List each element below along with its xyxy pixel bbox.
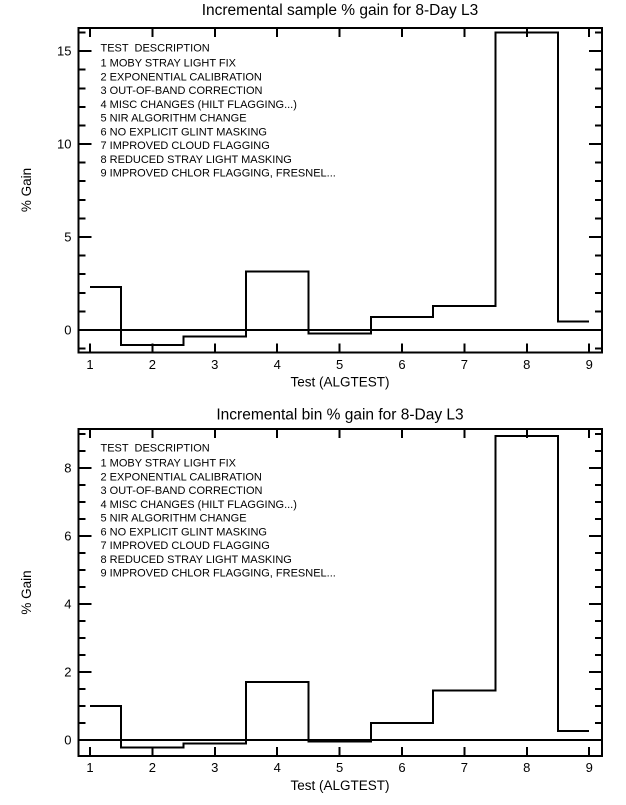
x-tick-label: 7 (460, 760, 469, 775)
x-tick-label: 2 (148, 357, 157, 372)
legend-item: 2 EXPONENTIAL CALIBRATION (100, 71, 262, 84)
sample-gain-chart (0, 0, 626, 400)
x-axis-title: Test (ALGTEST) (290, 778, 390, 793)
x-tick-label: 5 (335, 760, 344, 775)
x-tick-label: 3 (211, 357, 219, 372)
legend-item: 4 MISC CHANGES (HILT FLAGGING...) (100, 98, 297, 111)
legend-item: 8 REDUCED STRAY LIGHT MASKING (100, 153, 292, 166)
y-tick-label: 0 (64, 732, 72, 748)
legend-item: 9 IMPROVED CHLOR FLAGGING, FRESNEL... (100, 167, 336, 180)
x-tick-label: 3 (211, 760, 219, 775)
legend-item: 5 NIR ALGORITHM CHANGE (100, 112, 247, 125)
x-tick-label: 1 (86, 357, 94, 372)
bin-gain-chart (0, 400, 626, 805)
y-tick-label: 5 (64, 229, 72, 245)
x-tick-label: 9 (585, 357, 593, 372)
legend-header: TEST DESCRIPTION (100, 442, 210, 455)
y-axis-title: % Gain (19, 570, 34, 615)
x-tick-label: 9 (585, 760, 593, 775)
y-tick-label: 6 (64, 528, 72, 544)
y-tick-label: 0 (64, 322, 72, 338)
x-tick-label: 6 (398, 760, 406, 775)
legend-item: 9 IMPROVED CHLOR FLAGGING, FRESNEL... (100, 567, 336, 580)
legend-item: 1 MOBY STRAY LIGHT FIX (100, 457, 237, 470)
legend-item: 7 IMPROVED CLOUD FLAGGING (100, 540, 270, 552)
legend-item: 8 REDUCED STRAY LIGHT MASKING (100, 553, 292, 566)
legend-item: 6 NO EXPLICIT GLINT MASKING (100, 526, 267, 539)
chart-title: Incremental bin % gain for 8-Day L3 (216, 406, 464, 424)
x-tick-label: 6 (398, 357, 406, 372)
y-tick-label: 2 (64, 664, 72, 680)
legend-header: TEST DESCRIPTION (100, 42, 210, 55)
legend-item: 4 MISC CHANGES (HILT FLAGGING...) (100, 498, 297, 511)
legend-item: 6 NO EXPLICIT GLINT MASKING (100, 126, 267, 139)
legend-item: 5 NIR ALGORITHM CHANGE (100, 512, 247, 525)
x-tick-label: 4 (273, 357, 281, 372)
legend-item: 3 OUT-OF-BAND CORRECTION (100, 85, 263, 97)
x-tick-label: 7 (460, 357, 469, 372)
x-tick-label: 8 (523, 357, 531, 372)
x-axis-title: Test (ALGTEST) (290, 374, 390, 390)
legend-item: 7 IMPROVED CLOUD FLAGGING (100, 140, 270, 152)
y-tick-label: 15 (57, 43, 72, 59)
x-tick-label: 1 (86, 760, 94, 775)
y-tick-label: 8 (64, 460, 72, 476)
x-tick-label: 4 (273, 760, 281, 775)
chart-title: Incremental sample % gain for 8-Day L3 (201, 2, 479, 19)
legend-item: 2 EXPONENTIAL CALIBRATION (100, 471, 262, 484)
y-axis-title: % Gain (19, 167, 34, 213)
legend-item: 3 OUT-OF-BAND CORRECTION (100, 485, 263, 497)
y-tick-label: 10 (57, 136, 72, 152)
x-tick-label: 2 (148, 760, 157, 775)
x-tick-label: 8 (523, 760, 531, 775)
legend-item: 1 MOBY STRAY LIGHT FIX (100, 57, 237, 70)
y-tick-label: 4 (64, 596, 72, 612)
x-tick-label: 5 (335, 357, 344, 372)
